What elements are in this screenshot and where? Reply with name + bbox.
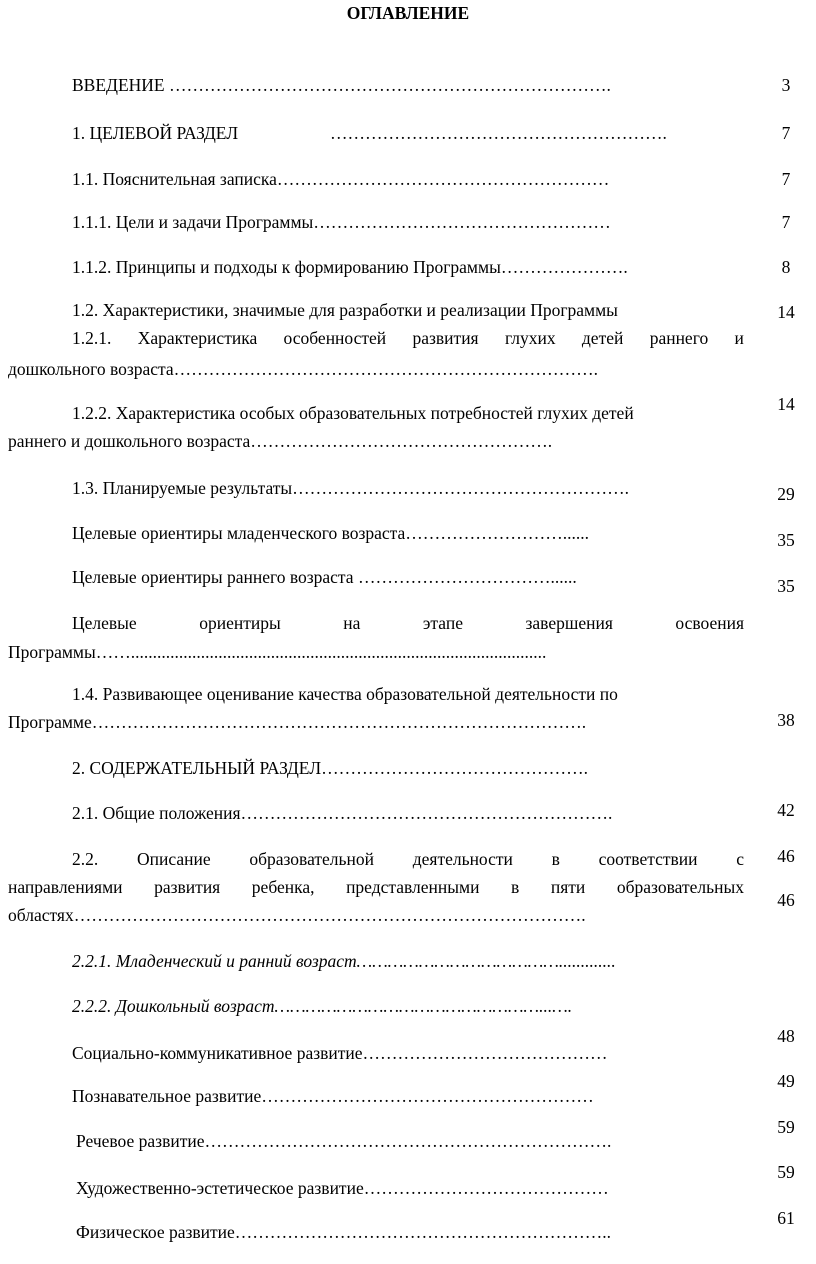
toc-entry-dots: ………………………………………………….: [330, 123, 667, 143]
word: развития: [412, 328, 479, 348]
justified-line: [72, 327, 744, 349]
page-number: 3: [781, 75, 791, 95]
word: пяти: [550, 877, 586, 897]
toc-entry-1-2-1-line2: дошкольного возраста……………………………………………………………….: [8, 359, 599, 379]
word: 1.2.1.: [72, 328, 112, 348]
word: в: [511, 877, 520, 897]
toc-entry-1-1-2: 1.1.2. Принципы и подходы к формированию Программы………………….: [72, 257, 628, 277]
toc-entry-1-4-line2: Программе………………………………………………………………………….: [8, 712, 587, 732]
justified-line: [8, 876, 744, 898]
toc-entry-targets-final-line1: [72, 612, 744, 634]
page-number: 35: [777, 530, 795, 550]
justified-line: [72, 848, 744, 870]
toc-entry-speech: Речевое развитие…………………………………………………………….: [76, 1131, 612, 1151]
word: глухих: [504, 328, 556, 348]
word: на: [343, 613, 361, 633]
word: с: [736, 849, 744, 869]
toc-entry-1-1: 1.1. Пояснительная записка…………………………………………………: [72, 169, 610, 189]
toc-entry-2-2-2: 2.2.2. Дошкольный возраст……………………………………………...….: [72, 996, 573, 1016]
toc-entry-intro: ВВЕДЕНИЕ ………………………………………………………………….: [72, 75, 611, 95]
toc-entry-targets-final-line2: Программы……...............................................................................................: [8, 642, 547, 662]
word: в: [551, 849, 560, 869]
page-number: 59: [777, 1162, 795, 1182]
page-number: 29: [777, 484, 795, 504]
page-number: 48: [777, 1026, 795, 1046]
page-number: 42: [777, 800, 795, 820]
toc-entry-2-2-line1: [72, 848, 744, 870]
toc-entry-2-2-line2: [8, 876, 744, 898]
word: Описание: [136, 849, 211, 869]
page-number: 46: [777, 846, 795, 866]
word: особенностей: [283, 328, 387, 348]
page-number: 14: [777, 394, 795, 414]
toc-entry-1-2-2-line2: раннего и дошкольного возраста…………………………………………….: [8, 431, 553, 451]
toc-entry-2-2-1: 2.2.1. Младенческий и ранний возраст………………………………….............: [72, 951, 616, 971]
toc-entry-2-2-line3: областях…………………………………………………………………………….: [8, 905, 586, 925]
toc-entry-2-1: 2.1. Общие положения……………………………………………………….: [72, 803, 613, 823]
toc-entry-1-1-1: 1.1.1. Цели и задачи Программы……………………………………………: [72, 212, 611, 232]
page-number: 8: [781, 257, 791, 277]
word: деятельности: [412, 849, 513, 869]
page-title: ОГЛАВЛЕНИЕ: [346, 3, 470, 23]
word: завершения: [525, 613, 613, 633]
word: направлениями: [8, 877, 123, 897]
page-number: 7: [781, 212, 791, 232]
word: и: [734, 328, 744, 348]
word: Характеристика: [137, 328, 258, 348]
page-number: 38: [777, 710, 795, 730]
word: Целевые: [72, 613, 137, 633]
page-number: 59: [777, 1117, 795, 1137]
toc-entry-section-1: 1. ЦЕЛЕВОЙ РАЗДЕЛ: [72, 123, 239, 143]
toc-entry-1-4-line1: 1.4. Развивающее оценивание качества образовательной деятельности по: [72, 684, 618, 704]
toc-entry-targets-early: Целевые ориентиры раннего возраста ……………………………......: [72, 567, 577, 587]
toc-entry-targets-infant: Целевые ориентиры младенческого возраста………………………......: [72, 523, 590, 543]
toc-entry-physical: Физическое развитие………………………………………………………..: [76, 1222, 612, 1242]
toc-entry-1-3: 1.3. Планируемые результаты………………………………………………….: [72, 478, 630, 498]
word: раннего: [649, 328, 709, 348]
page-number: 7: [781, 169, 791, 189]
justified-line: [72, 612, 744, 634]
word: детей: [581, 328, 624, 348]
word: 2.2.: [72, 849, 99, 869]
page-number: 49: [777, 1071, 795, 1091]
toc-entry-social: Социально-коммуникативное развитие……………………………………: [72, 1043, 608, 1063]
word: ребенка,: [251, 877, 315, 897]
word: представленными: [346, 877, 480, 897]
toc-entry-1-2-2-line1: 1.2.2. Характеристика особых образовательных потребностей глухих детей: [72, 403, 634, 423]
page-number: 14: [777, 302, 795, 322]
word: соответствии: [598, 849, 698, 869]
toc-entry-1-2-1-line1: [72, 327, 744, 349]
toc-entry-art: Художественно-эстетическое развитие……………………………………: [76, 1178, 609, 1198]
toc-entry-cognitive: Познавательное развитие…………………………………………………: [72, 1086, 594, 1106]
word: этапе: [422, 613, 463, 633]
toc-entry-1-2: 1.2. Характеристики, значимые для разработки и реализации Программы: [72, 300, 618, 320]
word: образовательной: [249, 849, 374, 869]
page-number: 61: [777, 1208, 795, 1228]
word: образовательных: [616, 877, 744, 897]
word: освоения: [675, 613, 744, 633]
page-number: 7: [781, 123, 791, 143]
page-number: 35: [777, 576, 795, 596]
toc-entry-section-2: 2. СОДЕРЖАТЕЛЬНЫЙ РАЗДЕЛ……………………………………….: [72, 758, 588, 778]
page-number: 46: [777, 890, 795, 910]
word: развития: [154, 877, 221, 897]
word: ориентиры: [199, 613, 281, 633]
